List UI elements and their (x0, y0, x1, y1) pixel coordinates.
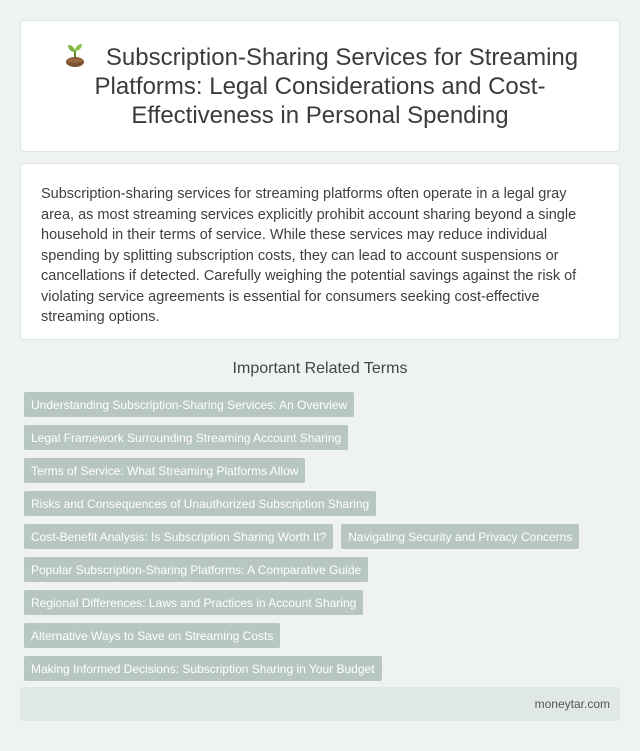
footer (20, 687, 620, 721)
related-term-tag[interactable]: Making Informed Decisions: Subscription Sharing in Your Budget (24, 656, 382, 681)
related-terms-heading: Important Related Terms (232, 360, 408, 377)
related-term-tag[interactable]: Legal Framework Surrounding Streaming Account Sharing (24, 425, 348, 450)
related-term-tag[interactable]: Cost-Benefit Analysis: Is Subscription Sharing Worth It? (24, 524, 333, 549)
related-term-tag[interactable]: Understanding Subscription-Sharing Services: An Overview (24, 392, 354, 417)
related-term-tag[interactable]: Alternative Ways to Save on Streaming Costs (24, 623, 280, 648)
related-term-tag[interactable]: Navigating Security and Privacy Concerns (341, 524, 579, 549)
footer-site-link[interactable]: moneytar.com (534, 697, 610, 711)
summary-card (20, 163, 620, 340)
related-term-tag[interactable]: Popular Subscription-Sharing Platforms: A Comparative Guide (24, 557, 368, 582)
summary-text: Subscription-sharing services for streaming platforms often operate in a legal gray area, as most streaming services explicitly prohibit account sharing beyond a single household in their terms of service. While these services may reduce individual spending by splitting subscription costs, they can lead to account suspensions or cancellations if detected. Carefully weighing the potential savings against the risk of violating service agreements is essential for consumers seeking cost-effective streaming options. (41, 186, 577, 325)
page-title-text: Subscription-Sharing Services for Streaming Platforms: Legal Considerations and Cost-Effectiveness in Personal Spending (94, 44, 579, 129)
title-card (20, 20, 620, 152)
related-term-tag[interactable]: Terms of Service: What Streaming Platforms Allow (24, 458, 305, 483)
related-term-tag[interactable]: Regional Differences: Laws and Practices in Account Sharing (24, 590, 363, 615)
sprout-icon (62, 42, 88, 68)
related-terms-list (24, 392, 620, 689)
page-title (57, 42, 583, 130)
related-term-tag[interactable]: Risks and Consequences of Unauthorized Subscription Sharing (24, 491, 376, 516)
